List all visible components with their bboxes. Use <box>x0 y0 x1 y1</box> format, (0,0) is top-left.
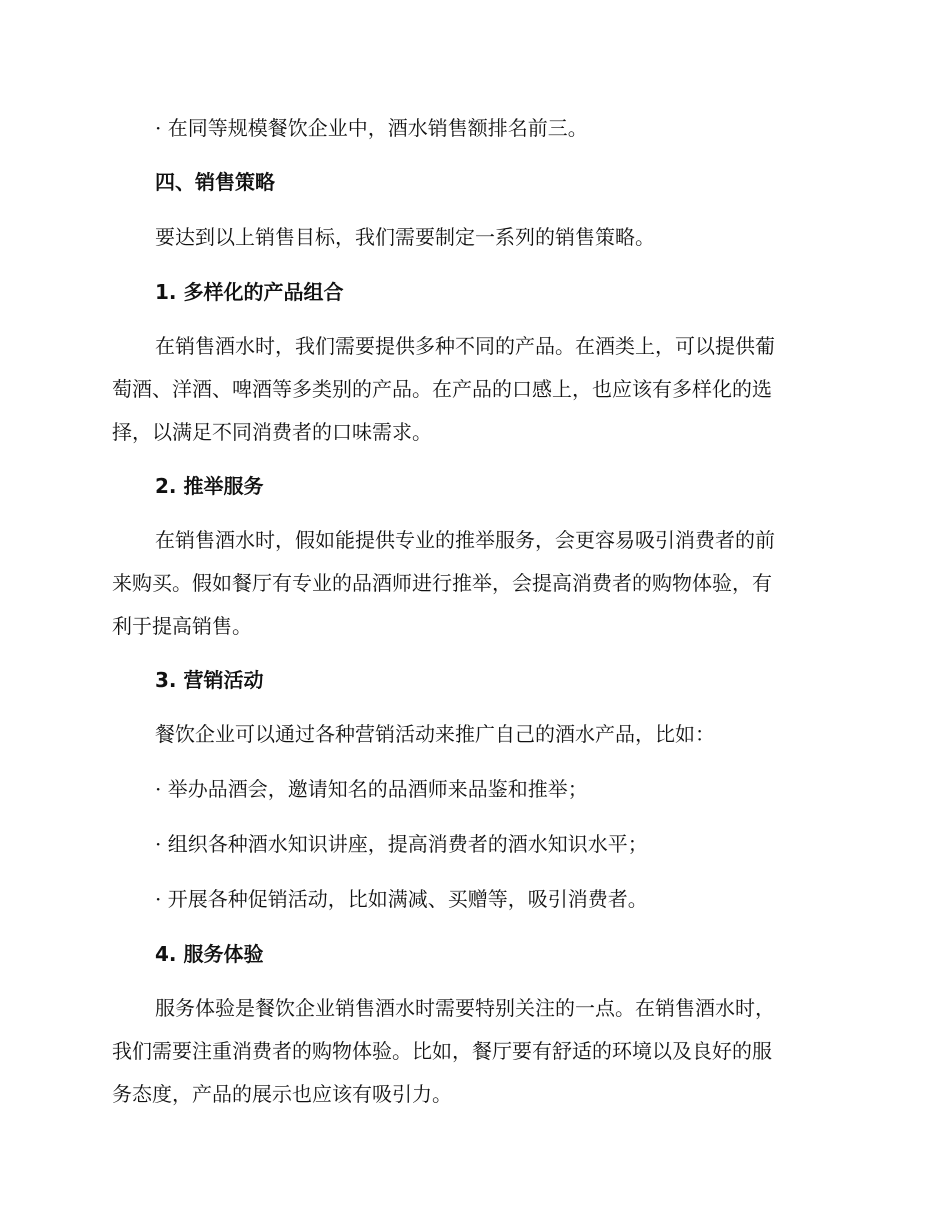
list-item: · 开展各种促销活动，比如满减、买赠等，吸引消费者。 <box>155 887 648 911</box>
paragraph-strategy-intro: 要达到以上销售目标，我们需要制定一系列的销售策略。 <box>155 225 655 249</box>
subheading-recommendation-service: 2. 推举服务 <box>155 474 264 498</box>
paragraph-line: 来购买。假如餐厅有专业的品酒师进行推举，会提高消费者的购物体验，有 <box>112 571 772 595</box>
paragraph-marketing-intro: 餐饮企业可以通过各种营销活动来推广自己的酒水产品，比如： <box>155 722 715 746</box>
paragraph-line: 在销售酒水时，假如能提供专业的推举服务，会更容易吸引消费者的前 <box>155 528 775 552</box>
subheading-product-mix: 1. 多样化的产品组合 <box>155 280 344 304</box>
paragraph-line: 我们需要注重消费者的购物体验。比如，餐厅要有舒适的环境以及良好的服 <box>112 1039 772 1063</box>
subheading-service-experience: 4. 服务体验 <box>155 942 264 966</box>
bullet-ranking: · 在同等规模餐饮企业中，酒水销售额排名前三。 <box>155 116 588 140</box>
section-heading-sales-strategy: 四、销售策略 <box>155 170 275 194</box>
paragraph-line: 务态度，产品的展示也应该有吸引力。 <box>112 1082 452 1106</box>
paragraph-line: 萄酒、洋酒、啤酒等多类别的产品。在产品的口感上，也应该有多样化的选 <box>112 377 772 401</box>
paragraph-line: 利于提高销售。 <box>112 614 252 638</box>
list-item: · 组织各种酒水知识讲座，提高消费者的酒水知识水平； <box>155 832 648 856</box>
paragraph-line: 择，以满足不同消费者的口味需求。 <box>112 420 432 444</box>
subheading-marketing-activities: 3. 营销活动 <box>155 668 264 692</box>
paragraph-line: 在销售酒水时，我们需要提供多种不同的产品。在酒类上，可以提供葡 <box>155 334 775 358</box>
paragraph-line: 服务体验是餐饮企业销售酒水时需要特别关注的一点。在销售酒水时， <box>155 996 775 1020</box>
list-item: · 举办品酒会，邀请知名的品酒师来品鉴和推举； <box>155 777 588 801</box>
